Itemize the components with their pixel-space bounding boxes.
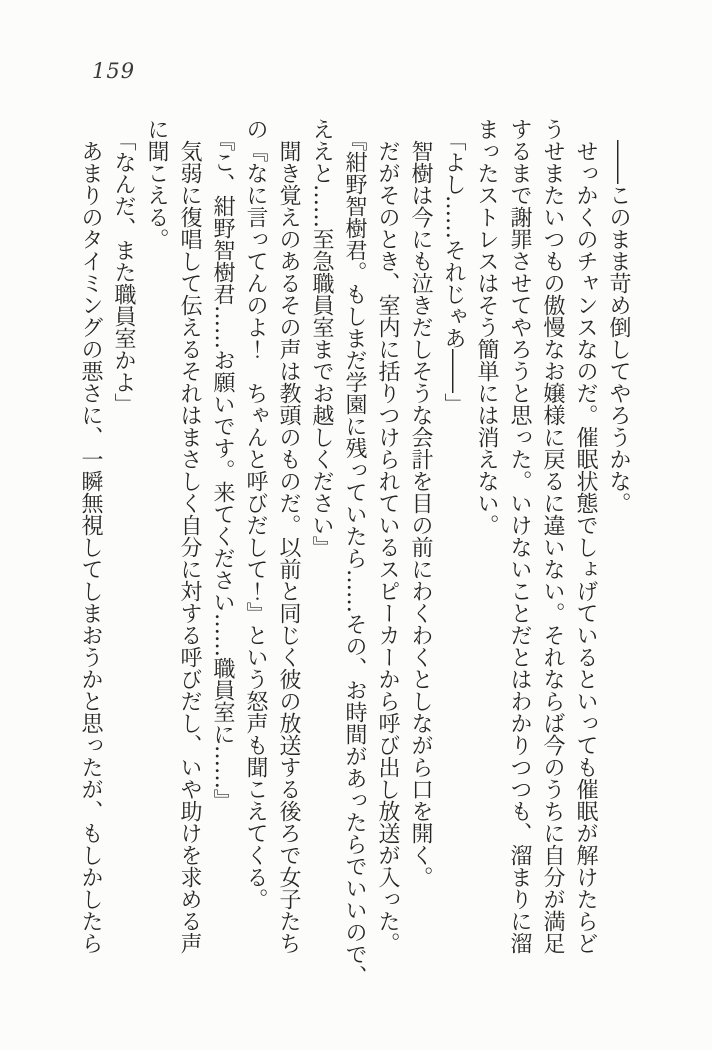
text-line: ――このまま苛め倒してやろうかな。 — [606, 140, 631, 514]
text-line: 聞き覚えのあるその声は教頭のものだ。以前と同じく彼の放送する後ろで女子たち — [276, 140, 301, 954]
text-line: 気弱に復唱して伝えるそれはまさしく自分に対する呼びだし、いや助けを求める声 — [177, 140, 202, 954]
text-line: あまりのタイミングの悪さに、一瞬無視してしまおうかと思ったが、もしかしたら — [78, 140, 103, 954]
text-line: の『なに言ってんのよ！ ちゃんと呼びだして！』という怒声も聞こえてくる。 — [243, 118, 268, 910]
text-line: ええと……至急職員室までお越しください』 — [309, 118, 334, 558]
text-line: 智樹は今にも泣きだしそうな会計を目の前にわくわくとしながら口を開く。 — [408, 140, 433, 888]
text-line: 「なんだ、また職員室かよ」 — [111, 129, 136, 415]
text-line: に聞こえる。 — [144, 118, 169, 250]
text-line: だがそのとき、室内に括りつけられているスピーカーから呼び出し放送が入った。 — [375, 140, 400, 954]
text-line: 『紺野智樹君。もしまだ学園に残っていたら……その、お時間があったらでいいので、 — [342, 129, 367, 987]
text-line: 『こ、紺野智樹君……お願いです。来てください……職員室に……』 — [210, 129, 235, 811]
text-line: うせまたいつもの傲慢なお嬢様に戻るに違いない。それならば今のうちに自分が満足 — [540, 118, 565, 954]
vertical-text-block — [74, 118, 635, 987]
page-number: 159 — [92, 59, 136, 83]
text-line: 「よし……それじゃあ――」 — [441, 129, 466, 415]
text-line: まったストレスはそう簡単には消えない。 — [474, 118, 499, 536]
text-line: せっかくのチャンスなのだ。催眠状態でしょげているといっても催眠が解けたらど — [573, 140, 598, 954]
text-line: するまで謝罪させてやろうと思った。いけないことだとはわかりつつも、溜まりに溜 — [507, 118, 532, 954]
